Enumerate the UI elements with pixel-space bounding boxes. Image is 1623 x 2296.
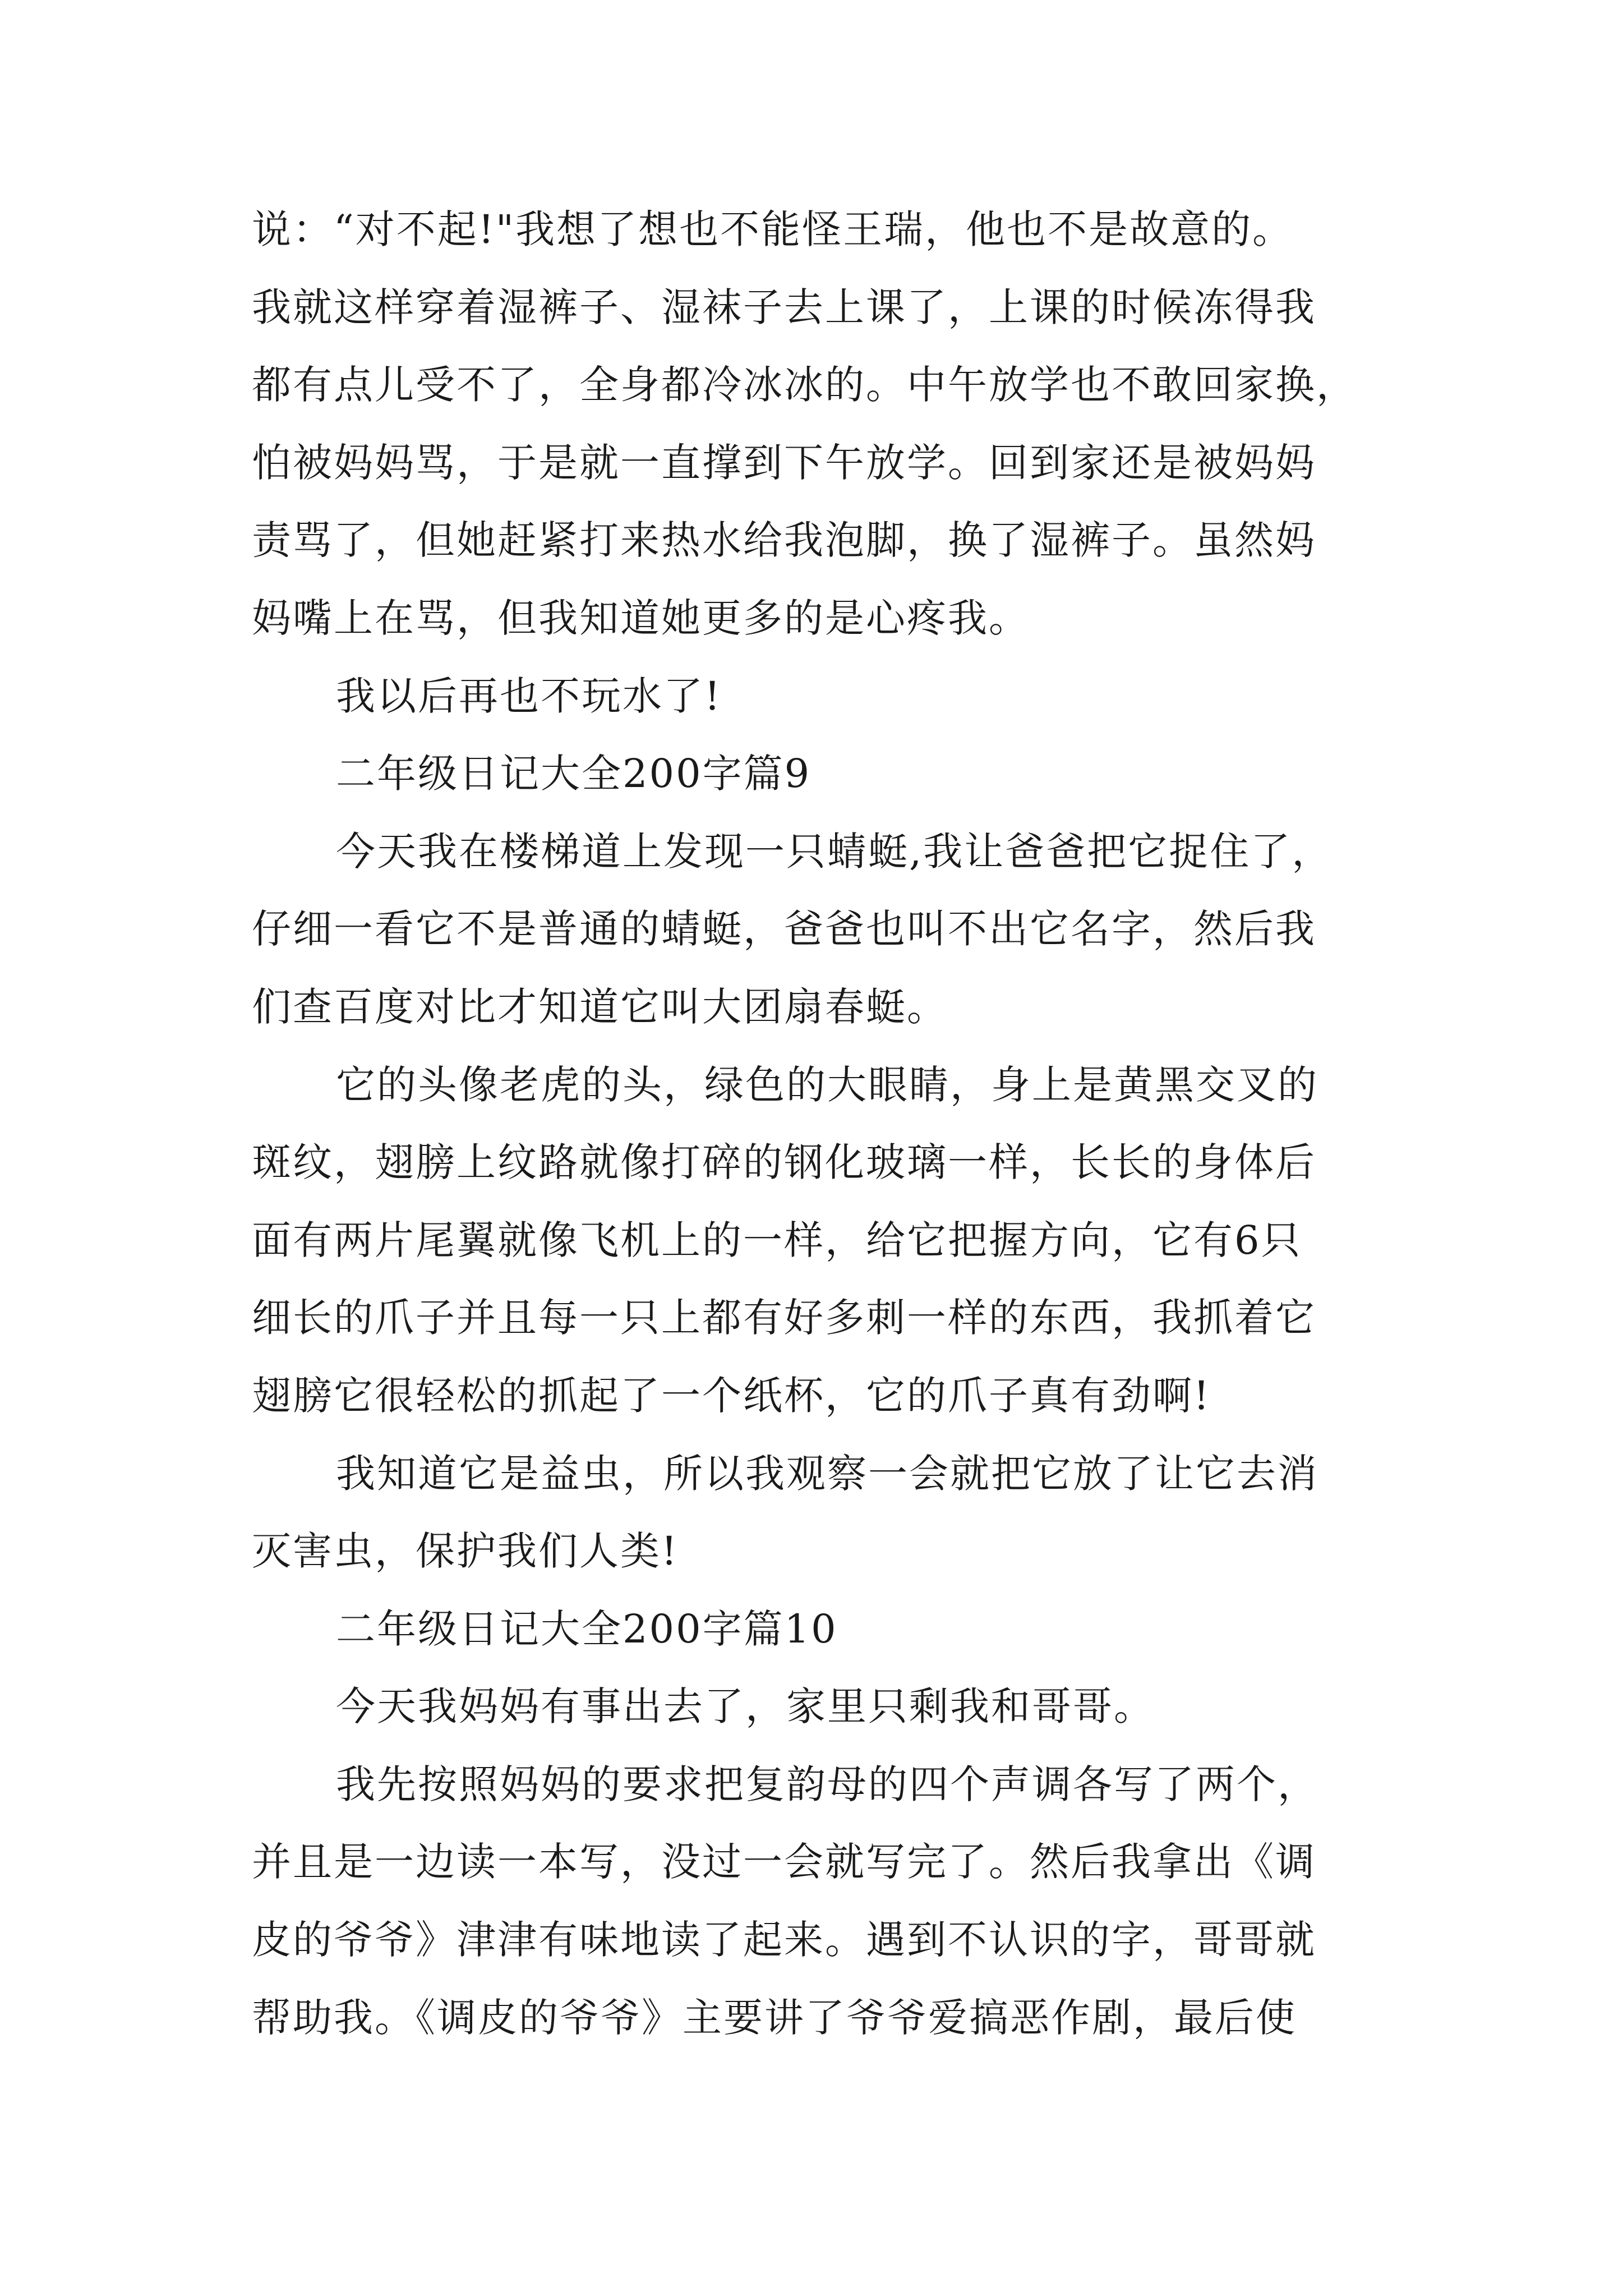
text-line: 我就这样穿着湿裤子、湿袜子去上课了，上课的时候冻得我: [252, 284, 1316, 330]
text-line: 妈嘴上在骂，但我知道她更多的是心疼我。: [252, 595, 1030, 641]
text-line: 斑纹，翅膀上纹路就像打碎的钢化玻璃一样，长长的身体后: [252, 1139, 1316, 1186]
text-line: 面有两片尾翼就像飞机上的一样，给它把握方向，它有6只: [252, 1217, 1302, 1263]
text-line: 们查百度对比才知道它叫大团扇春蜓。: [252, 983, 948, 1030]
text-line: 仔细一看它不是普通的蜻蜓，爸爸也叫不出它名字，然后我: [252, 906, 1316, 953]
document-body: [252, 191, 1373, 2056]
text-line: 怕被妈妈骂，于是就一直撑到下午放学。回到家还是被妈妈: [252, 439, 1316, 486]
text-line: 说：“对不起!"我想了想也不能怪王瑞，他也不是故意的。: [252, 206, 1294, 252]
text-line: 我以后再也不玩水了!: [336, 673, 722, 719]
text-line: 细长的爪子并且每一只上都有好多刺一样的东西，我抓着它: [252, 1295, 1316, 1341]
text-line: 灭害虫，保护我们人类!: [252, 1528, 679, 1575]
text-line: 并且是一边读一本写，没过一会就写完了。然后我拿出《调: [252, 1839, 1316, 1885]
text-line: 帮助我。《调皮的爷爷》主要讲了爷爷爱搞恶作剧，最后使: [252, 1994, 1297, 2041]
text-line: 今天我在楼梯道上发现一只蜻蜓,我让爸爸把它捉住了，: [336, 828, 1333, 875]
text-line: 责骂了，但她赶紧打来热水给我泡脚，换了湿裤子。虽然妈: [252, 517, 1316, 564]
text-line: 二年级日记大全200字篇10: [336, 1605, 838, 1652]
text-line: 二年级日记大全200字篇9: [336, 751, 811, 797]
text-line: 今天我妈妈有事出去了，家里只剩我和哥哥。: [336, 1683, 1155, 1730]
text-line: 我先按照妈妈的要求把复韵母的四个声调各写了两个，: [336, 1761, 1318, 1807]
text-line: 它的头像老虎的头，绿色的大眼睛，身上是黄黑交叉的: [336, 1061, 1318, 1108]
text-line: 都有点儿受不了，全身都冷冰冰的。中午放学也不敢回家换，: [252, 362, 1357, 408]
text-line: 皮的爷爷》津津有味地读了起来。遇到不认识的字，哥哥就: [252, 1917, 1316, 1963]
text-line: 翅膀它很轻松的抓起了一个纸杯，它的爪子真有劲啊!: [252, 1372, 1211, 1419]
text-line: 我知道它是益虫，所以我观察一会就把它放了让它去消: [336, 1450, 1318, 1497]
